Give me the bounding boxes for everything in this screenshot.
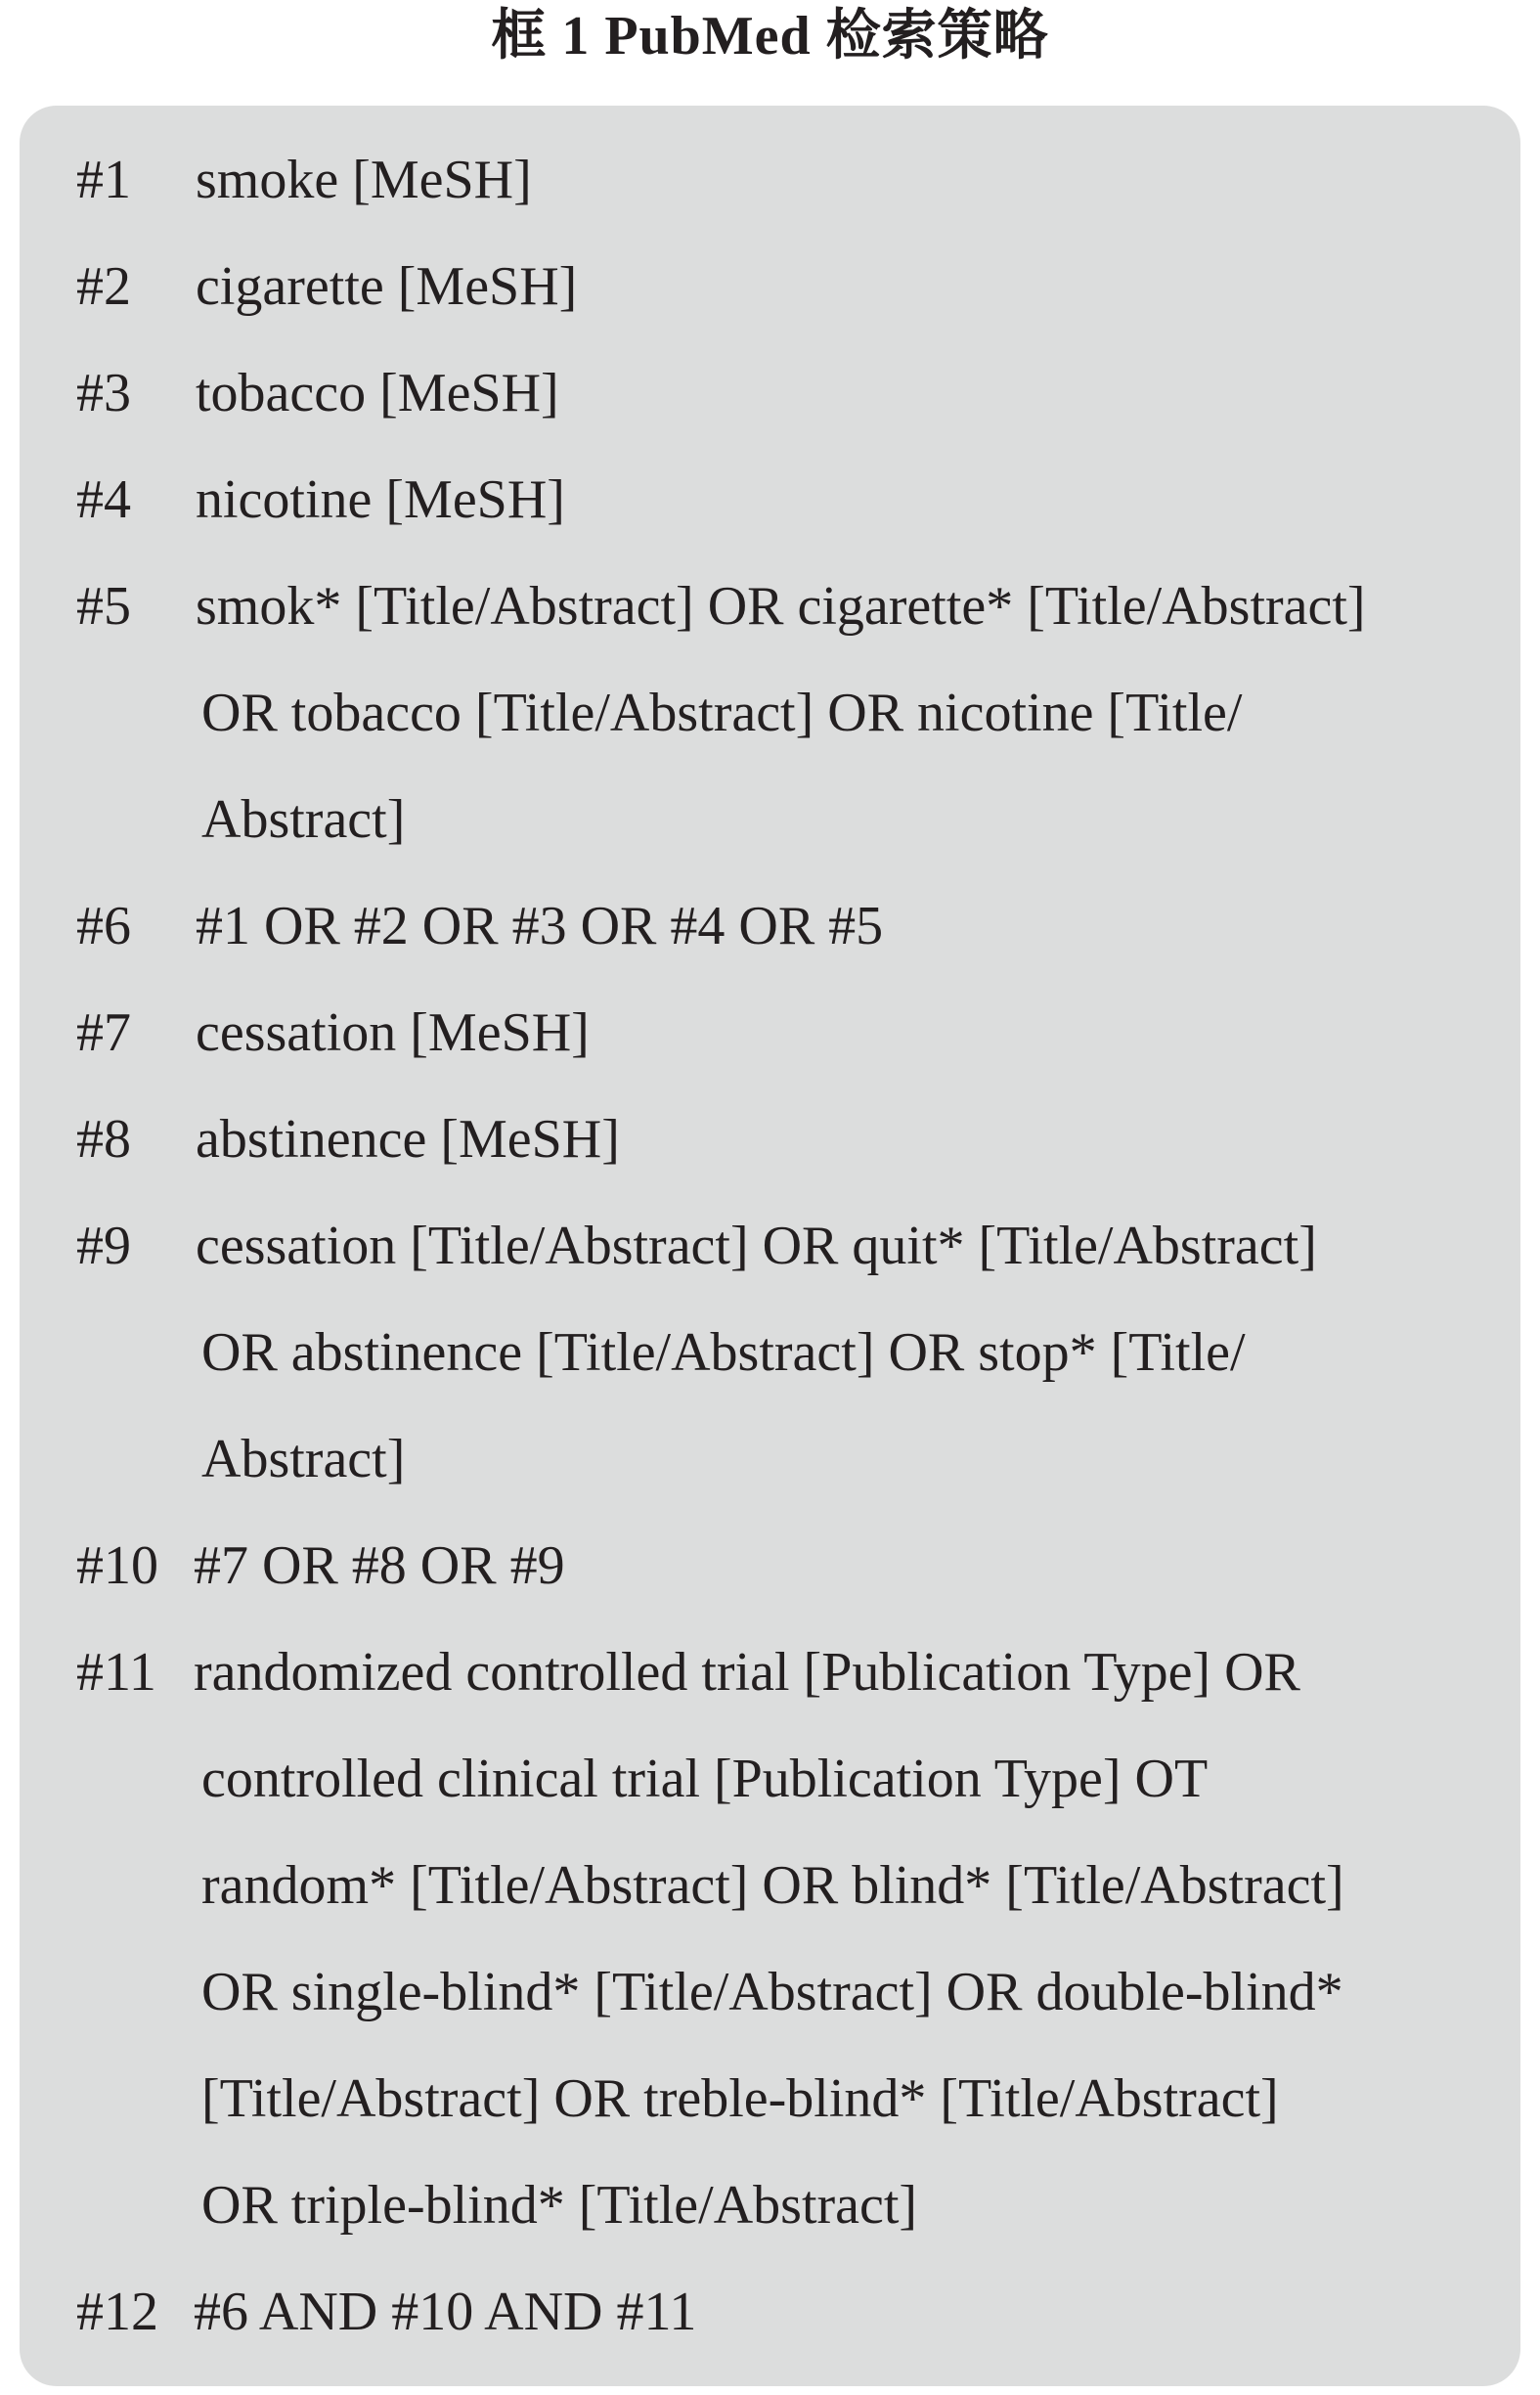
- entry-text: OR tobacco [Title/Abstract] OR nicotine [Title/: [201, 683, 1243, 743]
- entry-row-continuation: [20, 2046, 1520, 2152]
- entry-number: #11: [76, 1642, 156, 1703]
- entry-text: tobacco [MeSH]: [196, 363, 559, 423]
- search-strategy-box: [20, 106, 1520, 2386]
- entry-text: nicotine [MeSH]: [196, 469, 565, 530]
- entry-number: #4: [76, 469, 131, 530]
- entry-row-continuation: [20, 660, 1520, 767]
- entry-text: Abstract]: [201, 789, 406, 850]
- entry-row: [20, 1087, 1520, 1193]
- entry-text: cessation [Title/Abstract] OR quit* [Title/Abstract]: [196, 1216, 1317, 1276]
- entry-row: [20, 127, 1520, 234]
- entry-row-continuation: [20, 767, 1520, 873]
- box-title: 框 1 PubMed 检索策略: [491, 6, 1049, 67]
- entry-row: [20, 234, 1520, 340]
- entry-row: [20, 1513, 1520, 1619]
- entry-text: random* [Title/Abstract] OR blind* [Title/Abstract]: [201, 1855, 1344, 1916]
- entry-number: #2: [76, 256, 131, 317]
- entry-text: cigarette [MeSH]: [196, 256, 578, 317]
- entry-text: randomized controlled trial [Publication Type] OR: [194, 1642, 1300, 1703]
- entry-number: #8: [76, 1109, 131, 1170]
- entry-number: #6: [76, 896, 131, 956]
- entry-row-continuation: [20, 1939, 1520, 2046]
- entry-row: [20, 1193, 1520, 1300]
- entry-text: controlled clinical trial [Publication Type] OT: [201, 1749, 1209, 1809]
- entry-number: #1: [76, 150, 131, 210]
- entry-row: [20, 873, 1520, 980]
- entry-row: [20, 980, 1520, 1087]
- entry-text: OR abstinence [Title/Abstract] OR stop* [Title/: [201, 1322, 1246, 1383]
- entry-row: [20, 447, 1520, 554]
- entry-text: cessation [MeSH]: [196, 1002, 590, 1063]
- entry-number: #12: [76, 2282, 158, 2342]
- entry-row: [20, 2259, 1520, 2366]
- entry-text: Abstract]: [201, 1429, 406, 1489]
- entry-number: #5: [76, 576, 131, 637]
- entry-row-continuation: [20, 1300, 1520, 1406]
- entry-row-continuation: [20, 1406, 1520, 1513]
- entry-text: #1 OR #2 OR #3 OR #4 OR #5: [196, 896, 884, 956]
- entry-text: [Title/Abstract] OR treble-blind* [Title/Abstract]: [201, 2068, 1279, 2129]
- entry-number: #10: [76, 1535, 158, 1596]
- entry-row: [20, 1619, 1520, 1726]
- entry-text: OR single-blind* [Title/Abstract] OR double-blind*: [201, 1962, 1343, 2022]
- entry-text: smok* [Title/Abstract] OR cigarette* [Title/Abstract]: [196, 576, 1366, 637]
- entry-text: #7 OR #8 OR #9: [194, 1535, 565, 1596]
- entry-row-continuation: [20, 2152, 1520, 2259]
- entry-text: abstinence [MeSH]: [196, 1109, 620, 1170]
- entry-number: #9: [76, 1216, 131, 1276]
- entry-text: #6 AND #10 AND #11: [194, 2282, 697, 2342]
- entry-text: smoke [MeSH]: [196, 150, 532, 210]
- entry-row-continuation: [20, 1833, 1520, 1939]
- entry-text: OR triple-blind* [Title/Abstract]: [201, 2175, 918, 2236]
- entry-row: [20, 554, 1520, 660]
- entry-row-continuation: [20, 1726, 1520, 1833]
- entry-number: #7: [76, 1002, 131, 1063]
- entry-row: [20, 340, 1520, 447]
- entry-number: #3: [76, 363, 131, 423]
